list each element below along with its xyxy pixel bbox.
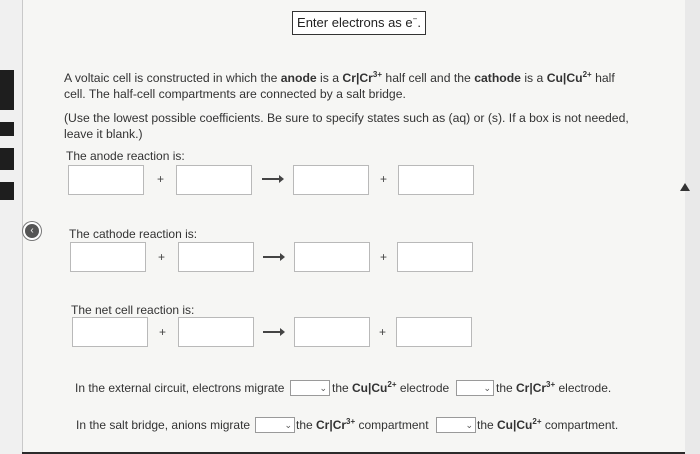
electron-hint [292,11,426,35]
sidebar-marker [0,70,14,110]
intro-text: is a [316,71,343,85]
sidebar-marker [0,148,14,170]
electron-migration-select-1[interactable] [290,380,330,396]
reaction-arrow-icon [262,175,284,183]
intro-text: A voltaic cell is constructed in which the [64,71,281,85]
cathode-product-1[interactable] [294,242,370,272]
anion-migration-prefix: In the salt bridge, anions migrate [76,418,251,432]
intro-paragraph [64,70,664,102]
question-text: the [496,381,517,395]
question-text: the [477,418,498,432]
anion-migration-select-1[interactable] [255,417,295,433]
cathode-reaction-label: The cathode reaction is: [69,227,198,241]
net-product-2[interactable] [396,317,472,347]
charge-text: 3+ [346,417,356,426]
cathode-word: cathode [474,71,521,85]
question-text: the [296,418,317,432]
instructions-text: (Use the lowest possible coefficients. Be sure to specify states such as (aq) or (s). If a box is not needed, [64,111,629,125]
charge-text: 2+ [387,380,397,389]
anode-product-1[interactable] [293,165,369,195]
chevron-down-icon: ⌄ [465,420,473,430]
sidebar-marker [0,182,14,200]
question-text: electrode. [555,381,612,395]
cathode-charge: 2+ [582,69,592,79]
anion-migration-middle [296,418,429,432]
couple-text: Cr|Cr [516,381,547,395]
question-text: the [332,381,353,395]
instructions-paragraph [64,110,669,142]
scrollbar[interactable] [685,0,700,454]
plus-sign: + [157,172,165,186]
scroll-up-icon[interactable] [680,183,690,191]
chevron-down-icon: ⌄ [284,420,292,430]
cathode-reactant-2[interactable] [178,242,254,272]
couple-text: Cu|Cu [497,418,533,432]
cathode-product-2[interactable] [397,242,473,272]
intro-text: half [591,71,615,85]
hint-text: Enter electrons as e [297,15,413,30]
anion-migration-select-2[interactable] [436,417,476,433]
anode-product-2[interactable] [398,165,474,195]
electron-migration-middle [332,381,449,395]
intro-text: cell. The half-cell compartments are connected by a salt bridge. [64,87,406,101]
reaction-arrow-icon [263,253,285,261]
anode-reactant-2[interactable] [176,165,252,195]
cathode-couple: Cu|Cu [546,71,583,85]
left-sidebar [0,0,22,454]
charge-text: 2+ [532,417,542,426]
anode-charge: 3+ [372,69,383,79]
question-text: electrode [396,381,450,395]
plus-sign: + [158,250,166,264]
plus-sign: + [380,172,388,186]
sidebar-marker [0,122,14,136]
couple-text: Cu|Cu [352,381,388,395]
hint-superscript: − [412,14,418,24]
reaction-arrow-icon [263,328,285,336]
electron-migration-end [496,381,611,395]
couple-text: Cr|Cr [316,418,347,432]
net-product-1[interactable] [294,317,370,347]
net-reaction-label: The net cell reaction is: [71,303,195,317]
anode-word: anode [280,71,317,85]
plus-sign: + [379,325,387,339]
hint-tail: . [417,15,421,30]
question-text: compartment [355,418,429,432]
back-arrow-icon[interactable]: ‹ [23,222,41,240]
chevron-down-icon: ⌄ [483,383,491,393]
intro-text: half cell and the [382,71,475,85]
chevron-down-icon: ⌄ [319,383,327,393]
net-reactant-1[interactable] [72,317,148,347]
cathode-reactant-1[interactable] [70,242,146,272]
anode-reaction-label: The anode reaction is: [66,149,185,163]
instructions-text: leave it blank.) [64,127,143,141]
electron-migration-prefix: In the external circuit, electrons migrate [75,381,285,395]
anion-migration-end [477,418,618,432]
intro-text: is a [520,71,547,85]
question-text: compartment. [541,418,619,432]
net-reactant-2[interactable] [178,317,254,347]
anode-couple: Cr|Cr [342,71,373,85]
charge-text: 3+ [546,380,556,389]
plus-sign: + [159,325,167,339]
electron-migration-select-2[interactable] [456,380,494,396]
anode-reactant-1[interactable] [68,165,144,195]
plus-sign: + [380,250,388,264]
